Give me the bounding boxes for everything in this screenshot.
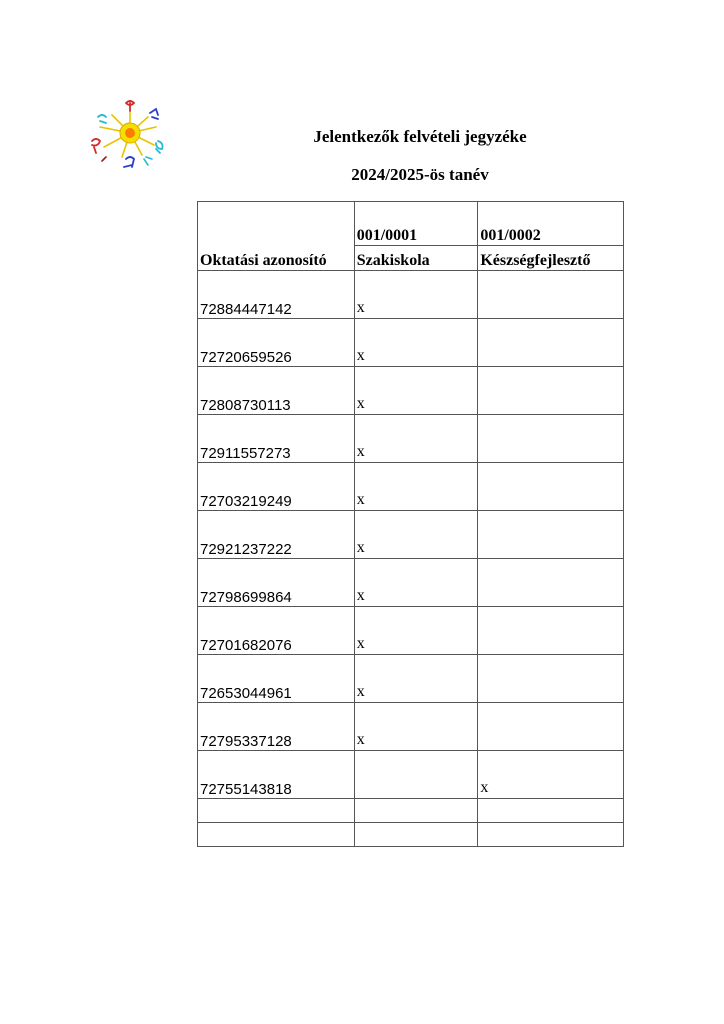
mark-cell <box>478 703 624 751</box>
applicant-id: 72795337128 <box>200 733 292 750</box>
mark-cell <box>478 511 624 559</box>
applicant-id: 72703219249 <box>200 493 292 510</box>
table-cell <box>198 799 355 823</box>
mark-cell <box>478 559 624 607</box>
mark-cell <box>478 271 624 319</box>
selection-mark: x <box>356 635 365 652</box>
applicant-id: 72808730113 <box>200 397 291 414</box>
column-code: 001/0001 <box>356 227 418 244</box>
mark-cell <box>354 655 478 703</box>
empty-row <box>198 823 624 847</box>
table-cell <box>478 799 624 823</box>
selection-mark: x <box>356 731 365 748</box>
mark-cell <box>478 655 624 703</box>
column-header-label: Oktatási azonosító <box>200 252 327 269</box>
mark-cell <box>354 463 478 511</box>
id-cell <box>198 751 355 799</box>
applicant-table <box>197 201 624 847</box>
empty-row <box>198 799 624 823</box>
table-row <box>198 655 624 703</box>
table-cell <box>354 799 478 823</box>
mark-cell <box>354 271 478 319</box>
mark-cell <box>354 607 478 655</box>
column-header-label: Szakiskola <box>356 252 430 269</box>
table-row <box>198 511 624 559</box>
mark-cell <box>354 703 478 751</box>
table-row <box>198 367 624 415</box>
table-row <box>198 415 624 463</box>
header-cell-id <box>198 202 355 271</box>
table-row <box>198 751 624 799</box>
selection-mark: x <box>356 347 365 364</box>
id-cell <box>198 271 355 319</box>
table-header-codes <box>198 202 624 246</box>
mark-cell <box>478 607 624 655</box>
page-subtitle: 2024/2025-ös tanév <box>351 165 489 184</box>
applicant-id: 72653044961 <box>200 685 292 702</box>
mark-cell <box>478 367 624 415</box>
table-row <box>198 319 624 367</box>
column-header-label: Készségfejlesztő <box>480 252 591 269</box>
mark-cell <box>478 463 624 511</box>
selection-mark: x <box>356 539 365 556</box>
id-cell <box>198 511 355 559</box>
mark-cell <box>354 751 478 799</box>
id-cell <box>198 559 355 607</box>
table-cell <box>354 823 478 847</box>
applicant-id: 72921237222 <box>200 541 292 558</box>
mark-cell <box>354 511 478 559</box>
selection-mark: x <box>356 683 365 700</box>
school-logo <box>86 97 174 177</box>
header-cell-label <box>354 246 478 271</box>
mark-cell <box>478 319 624 367</box>
mark-cell <box>354 319 478 367</box>
table-row <box>198 559 624 607</box>
applicant-id: 72884447142 <box>200 301 292 318</box>
table-row <box>198 271 624 319</box>
applicant-id: 72755143818 <box>200 781 292 798</box>
mark-cell <box>478 751 624 799</box>
page-title: Jelentkezők felvételi jegyzéke <box>313 127 527 146</box>
selection-mark: x <box>356 395 365 412</box>
table-row <box>198 703 624 751</box>
id-cell <box>198 703 355 751</box>
applicant-id: 72720659526 <box>200 349 292 366</box>
header-cell-label <box>478 246 624 271</box>
selection-mark: x <box>356 443 365 460</box>
table-cell <box>478 823 624 847</box>
mark-cell <box>478 415 624 463</box>
header-cell-code <box>354 202 478 246</box>
id-cell <box>198 463 355 511</box>
applicant-id: 72701682076 <box>200 637 292 654</box>
applicant-id: 72911557273 <box>200 445 291 462</box>
id-cell <box>198 655 355 703</box>
id-cell <box>198 415 355 463</box>
selection-mark: x <box>356 491 365 508</box>
header-cell-code <box>478 202 624 246</box>
mark-cell <box>354 367 478 415</box>
id-cell <box>198 367 355 415</box>
mark-cell <box>354 559 478 607</box>
applicant-id: 72798699864 <box>200 589 292 606</box>
id-cell <box>198 319 355 367</box>
selection-mark: x <box>480 779 489 796</box>
column-code: 001/0002 <box>480 227 541 244</box>
selection-mark: x <box>356 587 365 604</box>
id-cell <box>198 607 355 655</box>
table-row <box>198 463 624 511</box>
table-cell <box>198 823 355 847</box>
table-row <box>198 607 624 655</box>
mark-cell <box>354 415 478 463</box>
sun-flower-logo-icon <box>86 97 174 177</box>
selection-mark: x <box>356 299 365 316</box>
